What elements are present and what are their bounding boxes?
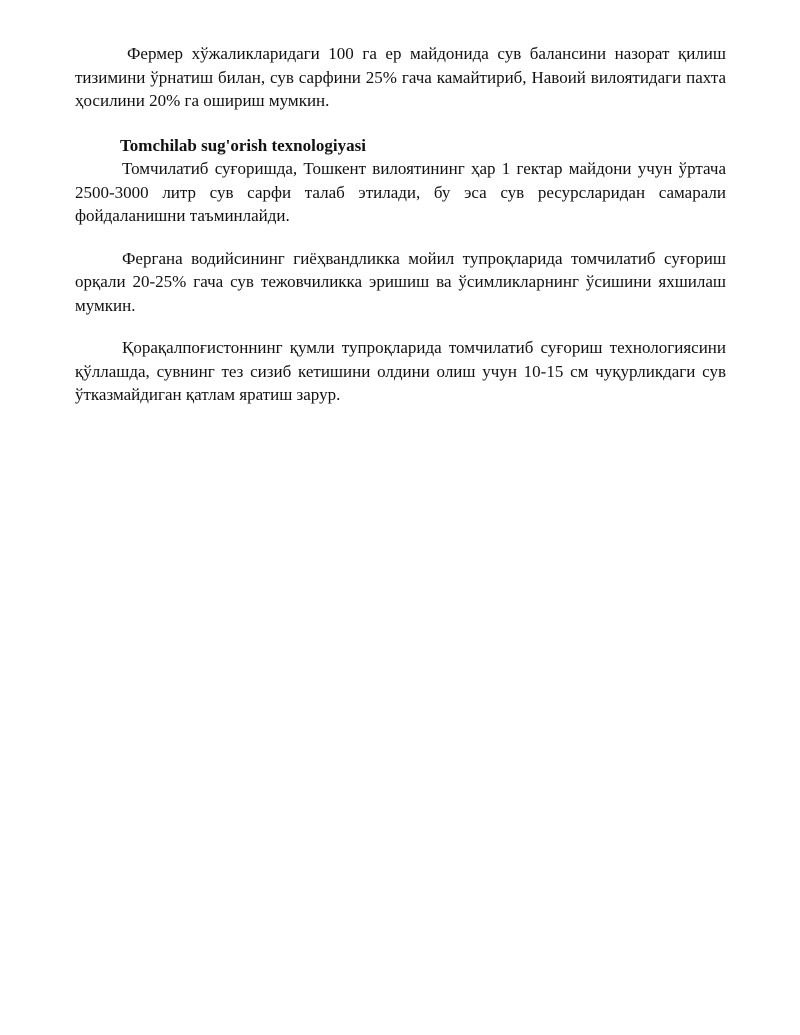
paragraph-fergana-soils: Фергана водийсининг гиёҳвандликка мойил тупроқларида томчилатиб суғориш орқали 20-25% гача сув тежовчиликка эришиш ва ўсимликларнинг ўсишини яхшилаш мумкин. — [75, 248, 726, 315]
paragraph-karakalpakstan-sands: Қорақалпоғистоннинг қумли тупроқларида томчилатиб суғориш технологиясини қўллашда, сувнинг тез сизиб кетишини олдини олиш учун 10-15 см чуқурликдаги сув ўтказмайдиган қатлам яратиш зарур. — [75, 338, 726, 404]
paragraph-farm-water-balance: Фермер хўжаликларидаги 100 га ер майдонида сув балансини назорат қилиш тизимини ўрнатиш билан, сув сарфини 25% гача камайтириб, Навоий вилоятидаги пахта ҳосилини 20% га ошириш мумкин. — [75, 44, 726, 110]
section-heading: Tomchilab sug'orish texnologiyasi — [120, 135, 366, 155]
paragraph-tashkent-drip: Томчилатиб суғоришда, Тошкент вилоятининг ҳар 1 гектар майдони учун ўртача 2500-3000 литр сув сарфи талаб этилади, бу эса сув ресурсларидан самарали фойдаланишни таъминлайди. — [75, 159, 726, 225]
document-page — [75, 42, 726, 407]
